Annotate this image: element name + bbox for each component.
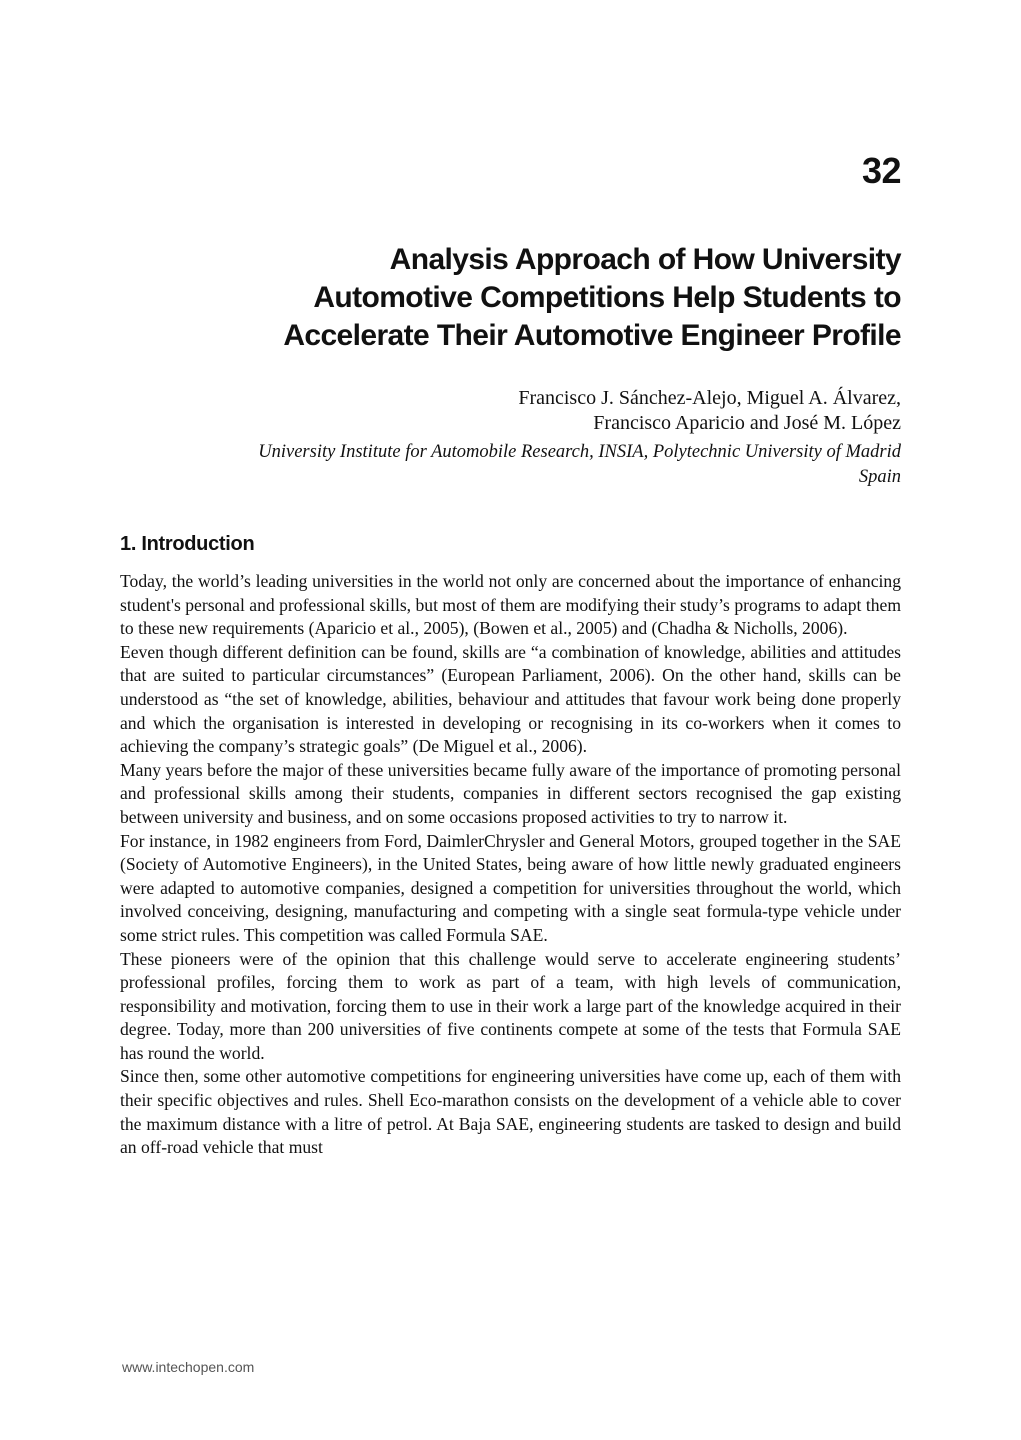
paragraph: Today, the world’s leading universities in the world not only are concerned about the importance of enhancing student's personal and professional skills, but most of them are modifying their study’s programs to adapt them to these new requirements (Aparicio et al., 2005), (Bowen et al., 2005) and (Chadha & Nicholls, 2006).: [120, 571, 901, 639]
section-body: [120, 570, 901, 1160]
paragraph: Many years before the major of these universities became fully aware of the importance of promoting personal and professional skills among their students, companies in different sectors recognised the gap existing between university and business, and on some occasions proposed activities to try to narrow it.: [120, 759, 901, 827]
paragraph: These pioneers were of the opinion that this challenge would serve to accelerate engineering students’ professional profiles, forcing them to work as part of a team, with high levels of communication, responsibility and motivation, forcing them to use in their work a large part of the knowledge acquired in their degree. Today, more than 200 universities of five continents compete at some of the tests that Formula SAE has round the world.: [120, 948, 901, 1063]
title-line: Accelerate Their Automotive Engineer Profile: [283, 319, 901, 352]
chapter-number: 32: [861, 150, 901, 191]
section-heading: 1. Introduction: [120, 533, 255, 555]
affiliation-line: University Institute for Automobile Research, INSIA, Polytechnic University of Madrid: [258, 442, 901, 462]
affiliation: [101, 440, 901, 490]
affiliation-line: Spain: [858, 467, 901, 487]
authors: [121, 386, 901, 436]
paper-title: [141, 241, 901, 355]
author-line: Francisco Aparicio and José M. López: [593, 412, 901, 434]
title-line: Analysis Approach of How University: [389, 243, 901, 276]
footer-url: www.intechopen.com: [122, 1359, 255, 1375]
author-line: Francisco J. Sánchez-Alejo, Miguel A. Álvarez,: [518, 387, 901, 409]
title-line: Automotive Competitions Help Students to: [313, 281, 901, 314]
paragraph: For instance, in 1982 engineers from Ford, DaimlerChrysler and General Motors, grouped together in the SAE (Society of Automotive Engineers), in the United States, being aware of how little newly graduated engineers were adapted to automotive companies, designed a competition for universities throughout the world, which involved conceiving, designing, manufacturing and competing with a single seat formula-type vehicle under some strict rules. This competition was called Formula SAE.: [120, 830, 901, 945]
paragraph: Eeven though different definition can be found, skills are “a combination of knowledge, abilities and attitudes that are suited to particular circumstances” (European Parliament, 2006). On the other hand, skills can be understood as “the set of knowledge, abilities, behaviour and attitudes that favour work being done properly and which the organisation is interested in developing or recognising in its co-workers when it comes to achieving the company’s strategic goals” (De Miguel et al., 2006).: [120, 641, 901, 757]
paragraph: Since then, some other automotive competitions for engineering universities have come up, each of them with their specific objectives and rules. Shell Eco-marathon consists on the development of a vehicle able to cover the maximum distance with a litre of petrol. At Baja SAE, engineering students are tasked to design and build an off-road vehicle that must: [120, 1066, 901, 1158]
